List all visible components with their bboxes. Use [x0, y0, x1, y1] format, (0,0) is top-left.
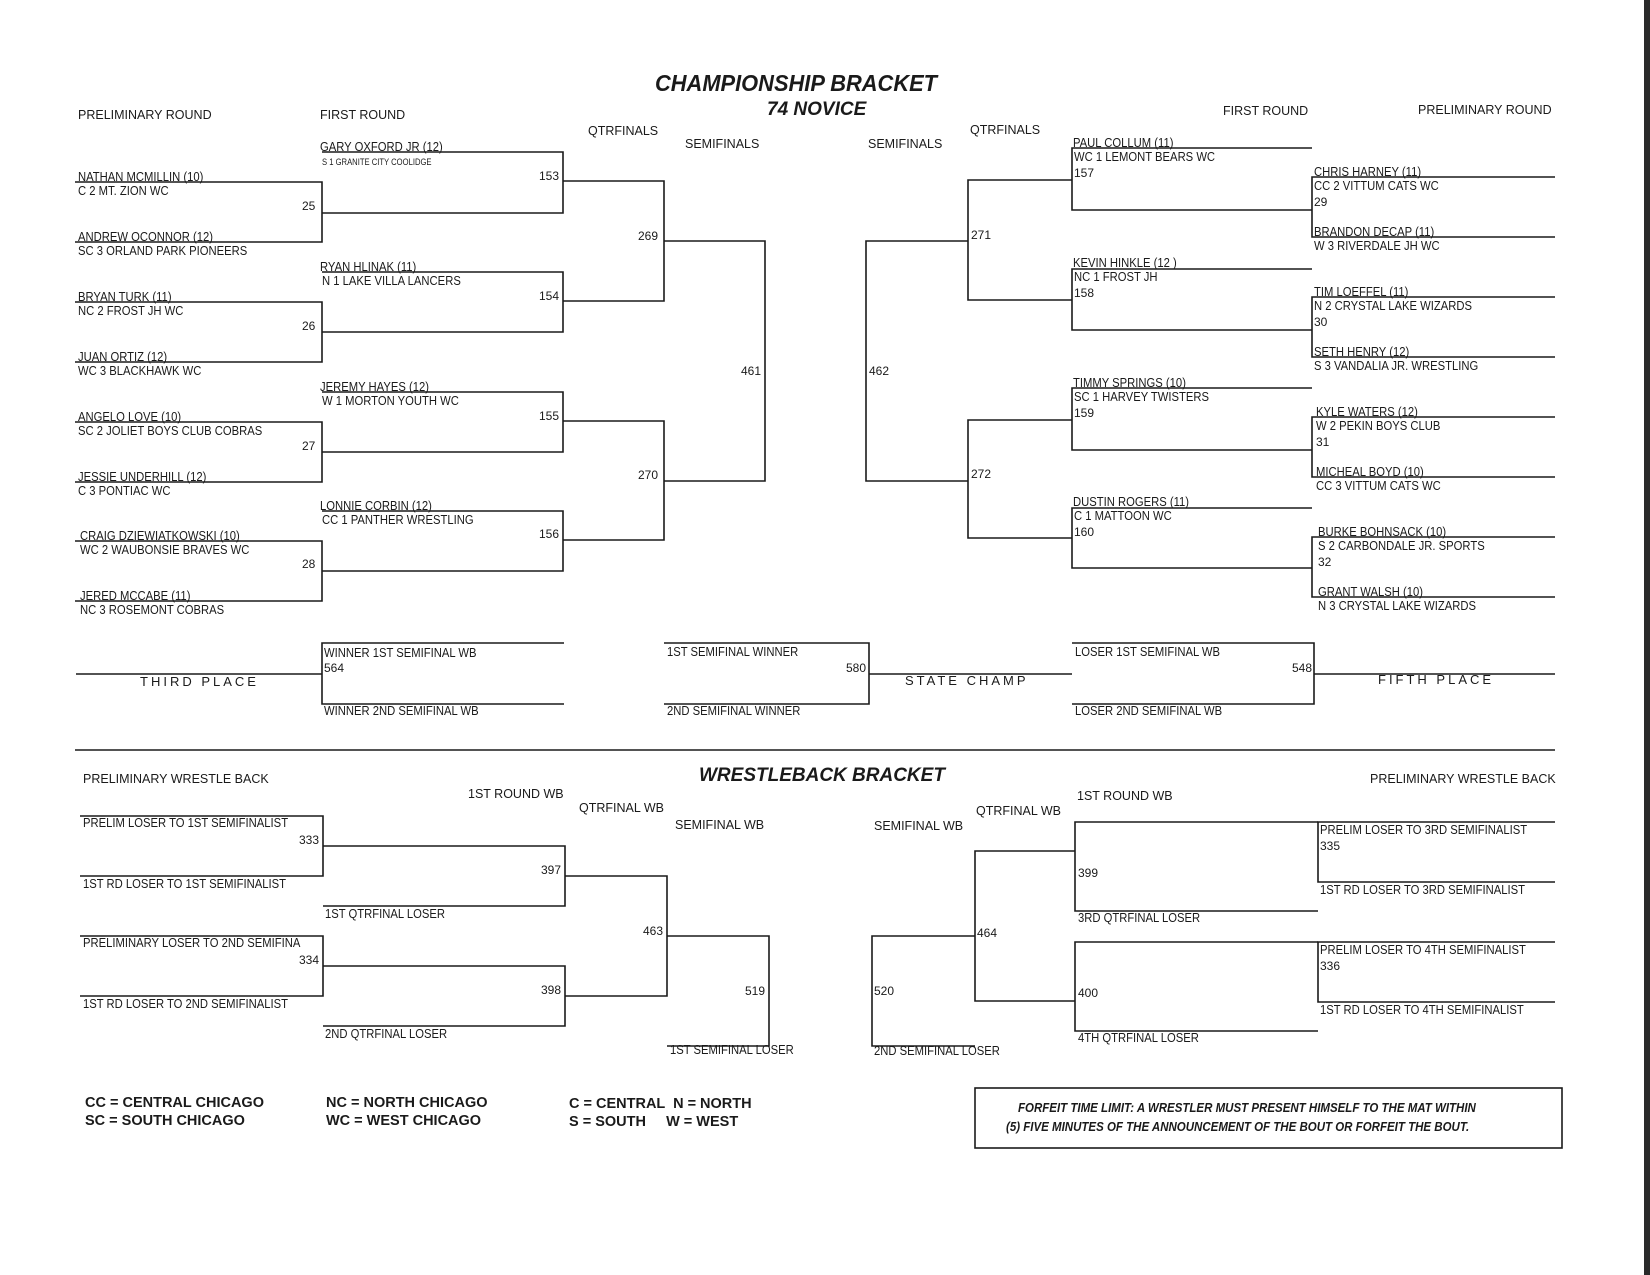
right-prelim-7-team: S 2 CARBONDALE JR. SPORTS — [1318, 539, 1485, 553]
right-prelim-6-team: CC 3 VITTUM CATS WC — [1316, 479, 1441, 493]
bout-number: 25 — [302, 199, 316, 213]
legend-cc: CC = CENTRAL CHICAGO — [85, 1095, 264, 1111]
right-prelim-4-team: S 3 VANDALIA JR. WRESTLING — [1314, 359, 1479, 373]
right-first-2-team: NC 1 FROST JH — [1074, 270, 1158, 284]
wb-left-qtr-loser-2: 2ND QTRFINAL LOSER — [325, 1027, 448, 1041]
forfeit-note-line1: FORFEIT TIME LIMIT: A WRESTLER MUST PRESENT HIMSELF TO THE MAT WITHIN — [1018, 1101, 1476, 1115]
left-prelim-2-name: ANDREW OCONNOR (12) — [78, 230, 214, 244]
bout-number: 580 — [846, 661, 867, 675]
left-first-3-name: JEREMY HAYES (12) — [320, 380, 429, 394]
right-prelim-4-name: SETH HENRY (12) — [1314, 345, 1410, 359]
bout-number: 272 — [971, 467, 992, 481]
wb-label-r1-left: 1ST ROUND WB — [468, 787, 564, 801]
left-prelim-7-team: WC 2 WAUBONSIE BRAVES WC — [80, 543, 250, 557]
wb-right-qtr-loser-2: 4TH QTRFINAL LOSER — [1078, 1031, 1199, 1045]
third-place-label: THIRD PLACE — [140, 674, 259, 689]
left-prelim-4-team: WC 3 BLACKHAWK WC — [78, 364, 202, 378]
left-prelim-5-name: ANGELO LOVE (10) — [78, 410, 182, 424]
bout-number: 461 — [741, 364, 762, 378]
fifth-place-top-slot: LOSER 1ST SEMIFINAL WB — [1075, 645, 1221, 659]
wrestleback-title: WRESTLEBACK BRACKET — [699, 765, 945, 786]
left-first-4-team: CC 1 PANTHER WRESTLING — [322, 513, 474, 527]
round-label-prelim-right: PRELIMINARY ROUND — [1418, 103, 1552, 117]
wb-label-qtr-right: QTRFINAL WB — [976, 804, 1061, 818]
bout-number: 333 — [299, 833, 320, 847]
round-label-semi-left: SEMIFINALS — [685, 137, 760, 151]
right-prelim-3-team: N 2 CRYSTAL LAKE WIZARDS — [1314, 299, 1472, 313]
wb-label-semi-left: SEMIFINAL WB — [675, 818, 765, 832]
right-semi-bout-462 — [866, 241, 968, 481]
wb-right-slot-1: PRELIM LOSER TO 3RD SEMIFINALIST — [1320, 823, 1528, 837]
left-prelim-3-name: BRYAN TURK (11) — [78, 290, 172, 304]
bout-number: 399 — [1078, 866, 1099, 880]
right-first-4-name: DUSTIN ROGERS (11) — [1073, 495, 1190, 509]
bout-number: 520 — [874, 984, 895, 998]
wb-label-qtr-left: QTRFINAL WB — [579, 801, 664, 815]
bout-number: 398 — [541, 983, 562, 997]
bout-number: 400 — [1078, 986, 1099, 1000]
wb-right-slot-3: PRELIM LOSER TO 4TH SEMIFINALIST — [1320, 943, 1526, 957]
state-champ-label: STATE CHAMP — [905, 673, 1029, 688]
bout-number: 159 — [1074, 406, 1095, 420]
fifth-place-label: FIFTH PLACE — [1378, 672, 1495, 687]
left-first-2-team: N 1 LAKE VILLA LANCERS — [322, 274, 461, 288]
bout-number: 271 — [971, 228, 992, 242]
right-first-4-team: C 1 MATTOON WC — [1074, 509, 1172, 523]
wb-right-slot-4: 1ST RD LOSER TO 4TH SEMIFINALIST — [1320, 1003, 1524, 1017]
bout-number: 160 — [1074, 525, 1095, 539]
left-prelim-8-team: NC 3 ROSEMONT COBRAS — [80, 603, 225, 617]
right-prelim-8-name: GRANT WALSH (10) — [1318, 585, 1424, 599]
left-prelim-6-team: C 3 PONTIAC WC — [78, 484, 171, 498]
right-prelim-2-team: W 3 RIVERDALE JH WC — [1314, 239, 1440, 253]
left-prelim-4-name: JUAN ORTIZ (12) — [78, 350, 168, 364]
wb-left-qtr-loser-1: 1ST QTRFINAL LOSER — [325, 907, 446, 921]
wb-right-semi-loser: 2ND SEMIFINAL LOSER — [874, 1044, 1000, 1058]
bout-number: 335 — [1320, 839, 1341, 853]
bout-number: 30 — [1314, 315, 1328, 329]
final-top-slot: 1ST SEMIFINAL WINNER — [667, 645, 799, 659]
left-prelim-1-team: C 2 MT. ZION WC — [78, 184, 169, 198]
left-prelim-7-name: CRAIG DZIEWIATKOWSKI (10) — [80, 529, 240, 543]
legend-sc: SC = SOUTH CHICAGO — [85, 1113, 245, 1129]
bracket-title: CHAMPIONSHIP BRACKET — [655, 70, 938, 96]
bout-number: 397 — [541, 863, 562, 877]
forfeit-note-line2: (5) FIVE MINUTES OF THE ANNOUNCEMENT OF THE BOUT OR FORFEIT THE BOUT. — [1006, 1120, 1470, 1134]
left-first-1-team: S 1 GRANITE CITY COOLIDGE — [322, 157, 432, 167]
legend-south-west: S = SOUTH W = WEST — [569, 1114, 739, 1130]
bout-number: 336 — [1320, 959, 1341, 973]
weight-class: 74 NOVICE — [767, 99, 867, 120]
wb-left-r1-398 — [323, 966, 565, 1026]
right-prelim-1-team: CC 2 VITTUM CATS WC — [1314, 179, 1439, 193]
bout-number: 462 — [869, 364, 890, 378]
right-first-3-team: SC 1 HARVEY TWISTERS — [1074, 390, 1210, 404]
bout-number: 153 — [539, 169, 560, 183]
wb-left-semi-loser: 1ST SEMIFINAL LOSER — [670, 1043, 794, 1057]
bout-number: 548 — [1292, 661, 1313, 675]
left-prelim-8-name: JERED MCCABE (11) — [80, 589, 191, 603]
round-label-qtr-left: QTRFINALS — [588, 124, 659, 138]
right-first-1-name: PAUL COLLUM (11) — [1073, 136, 1174, 150]
bout-number: 155 — [539, 409, 560, 423]
left-prelim-6-name: JESSIE UNDERHILL (12) — [78, 470, 207, 484]
bout-number: 464 — [977, 926, 998, 940]
bout-number: 519 — [745, 984, 766, 998]
third-place-top-slot: WINNER 1ST SEMIFINAL WB — [324, 646, 477, 660]
right-prelim-7-name: BURKE BOHNSACK (10) — [1318, 525, 1447, 539]
bout-number: 463 — [643, 924, 664, 938]
legend-nc: NC = NORTH CHICAGO — [326, 1095, 488, 1111]
wb-right-r1-399 — [1075, 822, 1318, 911]
left-first-1-name: GARY OXFORD JR (12) — [320, 140, 443, 154]
bout-number: 564 — [324, 661, 345, 675]
right-first-1-team: WC 1 LEMONT BEARS WC — [1074, 150, 1216, 164]
third-place-bottom-slot: WINNER 2ND SEMIFINAL WB — [324, 704, 479, 718]
wb-label-prelim-left: PRELIMINARY WRESTLE BACK — [83, 772, 269, 786]
wb-left-slot-4: 1ST RD LOSER TO 2ND SEMIFINALIST — [83, 997, 289, 1011]
left-first-2-name: RYAN HLINAK (11) — [320, 260, 417, 274]
fifth-place-bottom-slot: LOSER 2ND SEMIFINAL WB — [1075, 704, 1223, 718]
round-label-first-right: FIRST ROUND — [1223, 104, 1309, 118]
wb-left-slot-3: PRELIMINARY LOSER TO 2ND SEMIFINA — [83, 936, 301, 950]
right-first-3-name: TIMMY SPRINGS (10) — [1073, 376, 1186, 390]
right-prelim-5-team: W 2 PEKIN BOYS CLUB — [1316, 419, 1441, 433]
wb-label-semi-right: SEMIFINAL WB — [874, 819, 964, 833]
left-prelim-5-team: SC 2 JOLIET BOYS CLUB COBRAS — [78, 424, 263, 438]
bout-number: 269 — [638, 229, 659, 243]
bout-number: 26 — [302, 319, 316, 333]
bout-number: 156 — [539, 527, 560, 541]
bout-number: 154 — [539, 289, 560, 303]
right-prelim-1-name: CHRIS HARNEY (11) — [1314, 165, 1422, 179]
right-prelim-5-name: KYLE WATERS (12) — [1316, 405, 1418, 419]
wb-right-slot-2: 1ST RD LOSER TO 3RD SEMIFINALIST — [1320, 883, 1526, 897]
right-prelim-2-name: BRANDON DECAP (11) — [1314, 225, 1435, 239]
bout-number: 270 — [638, 468, 659, 482]
bout-number: 28 — [302, 557, 316, 571]
bout-number: 32 — [1318, 555, 1332, 569]
right-prelim-3-name: TIM LOEFFEL (11) — [1314, 285, 1409, 299]
legend-central-north: C = CENTRAL N = NORTH — [569, 1096, 752, 1112]
left-first-3-team: W 1 MORTON YOUTH WC — [322, 394, 459, 408]
bout-number: 31 — [1316, 435, 1330, 449]
left-prelim-1-name: NATHAN MCMILLIN (10) — [78, 170, 204, 184]
round-label-qtr-right: QTRFINALS — [970, 123, 1041, 137]
final-bottom-slot: 2ND SEMIFINAL WINNER — [667, 704, 801, 718]
wb-left-slot-1: PRELIM LOSER TO 1ST SEMIFINALIST — [83, 816, 289, 830]
wb-right-qtr-loser-1: 3RD QTRFINAL LOSER — [1078, 911, 1201, 925]
legend-wc: WC = WEST CHICAGO — [326, 1113, 482, 1129]
wb-right-r1-400 — [1075, 942, 1318, 1031]
page-edge — [1644, 0, 1650, 1275]
right-prelim-6-name: MICHEAL BOYD (10) — [1316, 465, 1424, 479]
bout-number: 334 — [299, 953, 320, 967]
bout-number: 157 — [1074, 166, 1095, 180]
wb-left-slot-2: 1ST RD LOSER TO 1ST SEMIFINALIST — [83, 877, 286, 891]
round-label-first-left: FIRST ROUND — [320, 108, 406, 122]
bout-number: 27 — [302, 439, 316, 453]
left-prelim-2-team: SC 3 ORLAND PARK PIONEERS — [78, 244, 248, 258]
bout-number: 158 — [1074, 286, 1095, 300]
round-label-prelim-left: PRELIMINARY ROUND — [78, 108, 212, 122]
right-first-2-name: KEVIN HINKLE (12 ) — [1073, 256, 1177, 270]
left-prelim-3-team: NC 2 FROST JH WC — [78, 304, 184, 318]
wb-label-r1-right: 1ST ROUND WB — [1077, 789, 1173, 803]
wb-label-prelim-right: PRELIMINARY WRESTLE BACK — [1370, 772, 1556, 786]
left-semi-bout-461 — [664, 241, 765, 481]
right-prelim-8-team: N 3 CRYSTAL LAKE WIZARDS — [1318, 599, 1476, 613]
bout-number: 29 — [1314, 195, 1328, 209]
wb-left-r1-397 — [323, 846, 565, 906]
left-first-4-name: LONNIE CORBIN (12) — [320, 499, 432, 513]
round-label-semi-right: SEMIFINALS — [868, 137, 943, 151]
